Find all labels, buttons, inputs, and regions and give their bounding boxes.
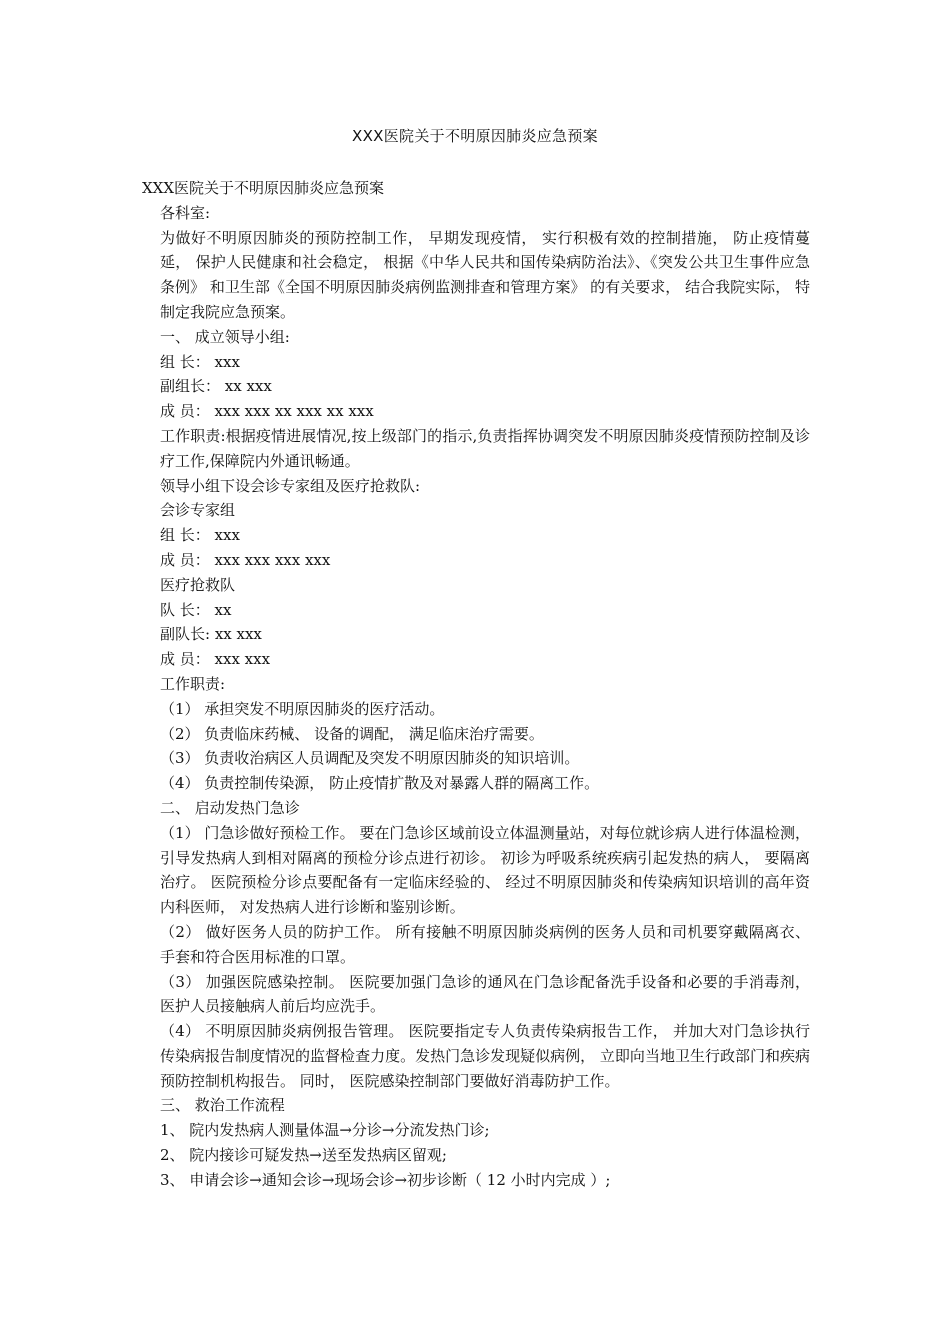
duty-item-3: （3） 负责收治病区人员调配及突发不明原因肺炎的知识培训。 bbox=[160, 749, 580, 768]
page-title: XXX医院关于不明原因肺炎应急预案 bbox=[352, 127, 598, 145]
section-heading-2: 二、 启动发热门急诊 bbox=[160, 798, 300, 817]
workflow-step-2: 2、 院内接诊可疑发热→送至发热病区留观; bbox=[160, 1146, 447, 1165]
subgroups-line: 领导小组下设会诊专家组及医疗抢救队: bbox=[160, 476, 421, 495]
fever-clinic-item-3: （3） 加强医院感染控制。 医院要加强门急诊的通风在门急诊配备洗手设备和必要的手消毒剂， 医护人员接触病人前后均应洗手。 bbox=[160, 972, 810, 1016]
expert-group-heading: 会诊专家组 bbox=[160, 501, 236, 520]
duties-heading: 工作职责: bbox=[160, 674, 226, 693]
expert-leader-line: 组 长： xxx bbox=[160, 526, 240, 545]
doc-heading: XXX医院关于不明原因肺炎应急预案 bbox=[142, 179, 385, 197]
rescue-members-line: 成 员： xxx xxx bbox=[160, 650, 271, 669]
expert-members-line: 成 员： xxx xxx xxx xxx bbox=[160, 550, 331, 569]
duties-paragraph: 工作职责:根据疫情进展情况,按上级部门的指示,负责指挥协调突发不明原因肺炎疫情预防控制及诊疗工作,保障院内外通讯畅通。 bbox=[160, 426, 810, 470]
fever-clinic-item-1: （1） 门急诊做好预检工作。 要在门急诊区域前设立体温测量站，对每位就诊病人进行体温检测， 引导发热病人到相对隔离的预检分诊点进行初诊。 初诊为呼吸系统疾病引起发热的病人， 要隔离治疗。 医院预检分诊点要配备有一定临床经验的、 经过不明原因肺炎和传染病知识培训的高年资内科医师， 对发热病人进行诊断和鉴别诊断。 bbox=[160, 823, 810, 917]
rescue-team-heading: 医疗抢救队 bbox=[160, 575, 236, 594]
duty-item-2: （2） 负责临床药械、 设备的调配， 满足临床治疗需要。 bbox=[160, 724, 544, 743]
intro-paragraph: 为做好不明原因肺炎的预防控制工作， 早期发现疫情， 实行积极有效的控制措施， 防止疫情蔓延， 保护人民健康和社会稳定， 根据《中华人民共和国传染病防治法》、《突发公共卫生事件应急条例》 和卫生部《全国不明原因肺炎病例监测排查和管理方案》 的有关要求， 结合我院实际， 特制定我院应急预案。 bbox=[160, 228, 810, 321]
deputy-leader-line: 副组长： xx xxx bbox=[160, 377, 272, 396]
section-heading-1: 一、 成立领导小组: bbox=[160, 327, 290, 346]
document-body bbox=[142, 176, 810, 1193]
rescue-deputy-line: 副队长: xx xxx bbox=[160, 625, 262, 644]
workflow-step-3: 3、 申请会诊→通知会诊→现场会诊→初步诊断（ 12 小时内完成 ）; bbox=[160, 1170, 611, 1189]
rescue-leader-line: 队 长： xx bbox=[160, 600, 232, 619]
duty-item-4: （4） 负责控制传染源， 防止疫情扩散及对暴露人群的隔离工作。 bbox=[160, 774, 600, 793]
fever-clinic-item-4: （4） 不明原因肺炎病例报告管理。 医院要指定专人负责传染病报告工作， 并加大对门急诊执行传染病报告制度情况的监督检查力度。发热门急诊发现疑似病例， 立即向当地卫生行政部门和疾病预防控制机构报告。 同时， 医院感染控制部门要做好消毒防护工作。 bbox=[160, 1022, 810, 1090]
duty-item-1: （1） 承担突发不明原因肺炎的医疗活动。 bbox=[160, 699, 445, 718]
section-heading-3: 三、 救治工作流程 bbox=[160, 1096, 285, 1115]
leader-line: 组 长： xxx bbox=[160, 352, 240, 371]
fever-clinic-item-2: （2） 做好医务人员的防护工作。 所有接触不明原因肺炎病例的医务人员和司机要穿戴隔离衣、 手套和符合医用标准的口罩。 bbox=[160, 922, 810, 966]
salutation: 各科室: bbox=[160, 203, 211, 222]
members-line: 成 员： xxx xxx xx xxx xx xxx bbox=[160, 402, 374, 421]
workflow-step-1: 1、 院内发热病人测量体温→分诊→分流发热门诊; bbox=[160, 1121, 490, 1140]
